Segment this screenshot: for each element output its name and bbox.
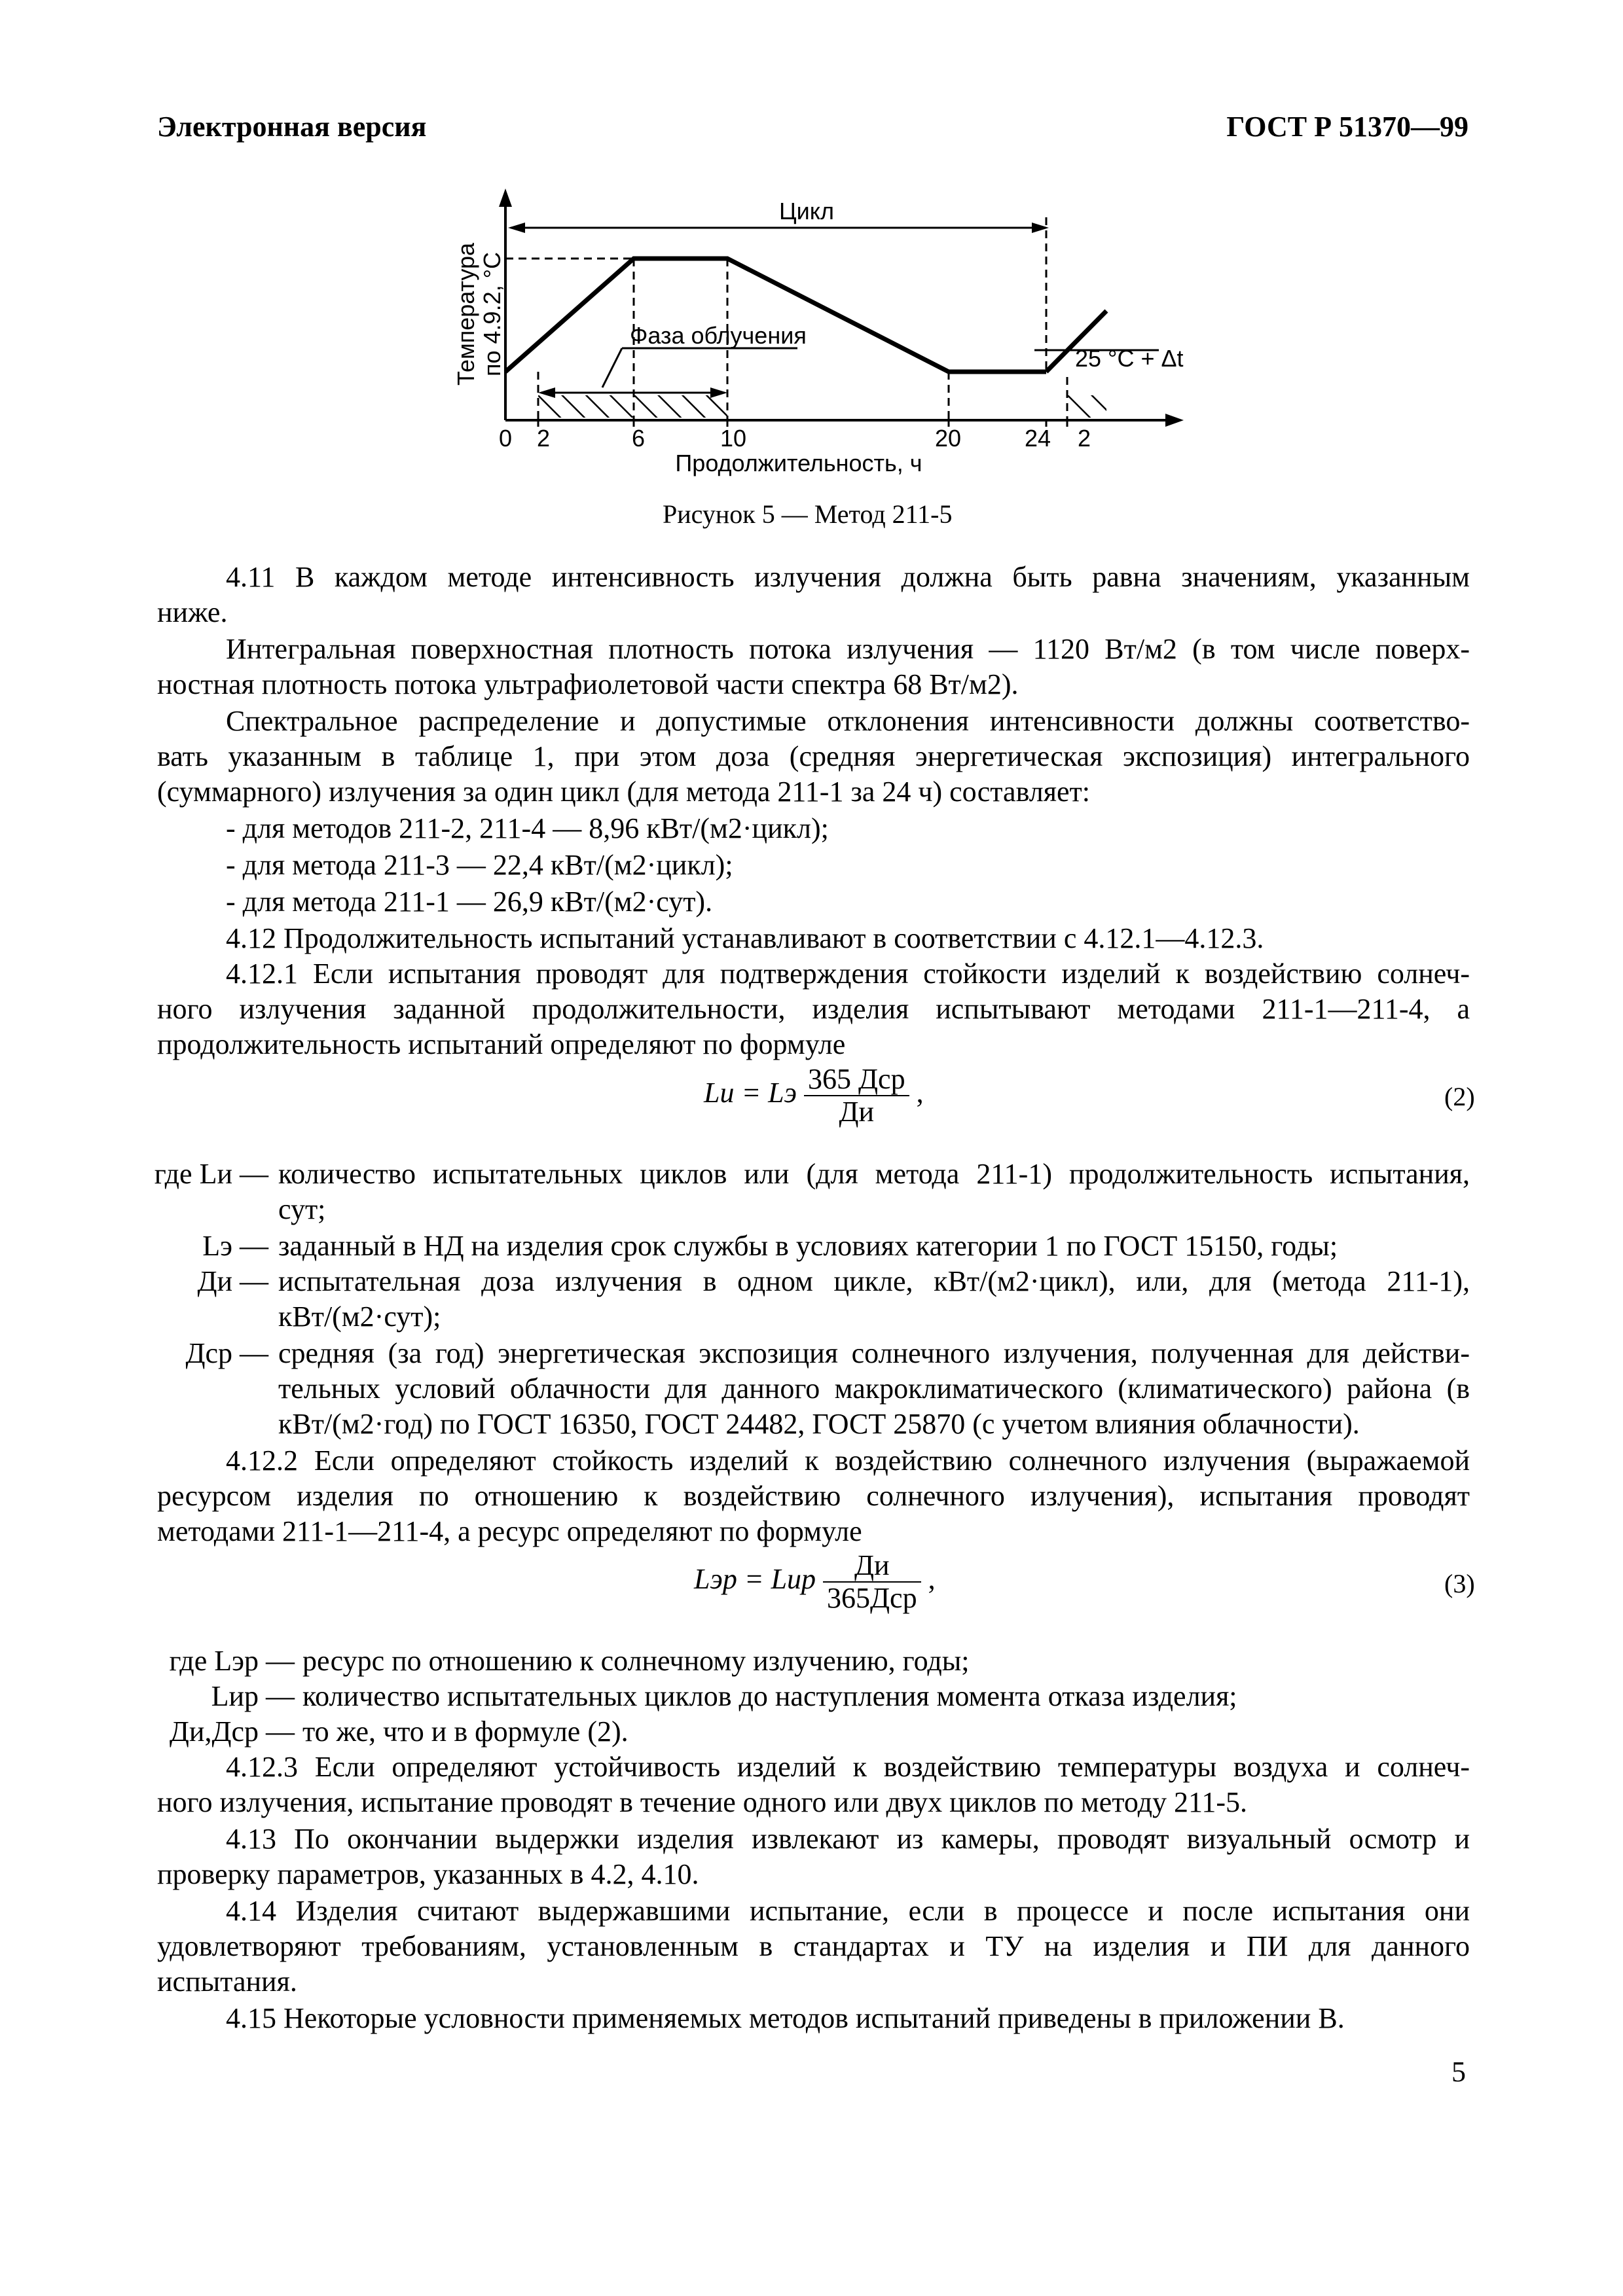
legend2-sym-4: Дср — [185,1337,268,1369]
p414-line1: 4.14 Изделия считают выдержавшими испытание, если в процессе и после испытания они [226,1895,1470,1927]
p413-line2: проверку параметров, указанных в 4.2, 4.10. [157,1858,699,1890]
p411-line4: ностная плотность потока ультрафиолетовой части спектра 68 Вт/м2). [157,668,1019,700]
p411-line10: - для метода 211-1 — 26,9 кВт/(м2·сут). [226,886,713,918]
eq3-denominator: 365Дср [827,1582,917,1614]
p4123-line2: ного излучения, испытание проводят в течение одного или двух циклов по методу 211-5. [157,1786,1248,1818]
legend2-text-3a: испытательная доза излучения в одном цикле, кВт/(м2·цикл), или, для (метода 211-1), [278,1265,1470,1297]
eq2-fraction [804,1064,909,1128]
header-right: ГОСТ Р 51370—99 [1226,111,1468,143]
eq2-denominator: Ди [839,1096,875,1128]
legend2-sym-3: Ди — [197,1265,268,1297]
legend3-sym-1: где Lэр — [169,1645,295,1677]
x-tick: 2 [1077,425,1091,452]
p413-line1: 4.13 По окончании выдержки изделия извлекают из камеры, проводят визуальный осмотр и [226,1823,1470,1855]
next-phase-hatch [1067,395,1106,418]
equation-2 [704,1064,924,1128]
p414-line2: удовлетворяют требованиям, установленным в стандартах и ТУ на изделия и ПИ для данного [157,1930,1470,1962]
p411-line7: (суммарного) излучения за один цикл (для метода 211-1 за 24 ч) составляет: [157,776,1090,808]
p4123-line1: 4.12.3 Если определяют устойчивость изделий к воздействию температуры воздуха и солнеч- [226,1751,1470,1783]
legend2-text-1a: количество испытательных циклов или (для метода 211-1) продолжительность испытания, [278,1158,1470,1190]
legend3-sym-3: Ди,Дср — [169,1715,295,1748]
x-axis-arrow [1165,414,1184,427]
p415-line1: 4.15 Некоторые условности применяемых методов испытаний приведены в приложении В. [226,2002,1345,2034]
legend3-text-2: количество испытательных циклов до наступления момента отказа изделия; [302,1680,1237,1712]
eq3-number: (3) [1444,1569,1475,1598]
p414-line3: испытания. [157,1965,297,1998]
legend3-text-3: то же, что и в формуле (2). [302,1715,629,1748]
x-tick: 0 [498,425,513,452]
y-axis-arrow [499,188,512,207]
p412-line1: 4.12 Продолжительность испытаний устанавливают в соответствии с 4.12.1—4.12.3. [226,922,1264,954]
x-tick: 20 [934,425,962,452]
eq3-tail: , [928,1563,936,1596]
temperature-profile [505,259,1046,372]
method-211-5-diagram [445,183,1205,484]
x-tick: 2 [536,425,551,452]
eq2-numerator: 365 Дср [804,1064,909,1096]
eq3-numerator: Ди [823,1550,921,1583]
p4122-line1: 4.12.2 Если определяют стойкость изделий к воздействию солнечного излучения (выражаемой [226,1444,1470,1477]
page-number: 5 [1451,2056,1466,2088]
legend2-text-4b: тельных условий облачности для данного макроклиматического (климатического) района (в [278,1372,1470,1405]
p412-line3: ного излучения заданной продолжительности, изделия испытывают методами 211-1—211-4, а [157,993,1470,1025]
p411-line5: Спектральное распределение и допустимые отклонения интенсивности должны соответство- [226,705,1470,737]
p412-line2: 4.12.1 Если испытания проводят для подтверждения стойкости изделий к воздействию солнеч- [226,958,1470,990]
eq3-fraction [823,1550,921,1614]
legend3-text-1: ресурс по отношению к солнечному излучению, годы; [302,1645,970,1677]
legend3-sym-2: Lир — [211,1680,295,1712]
temp-label: 25 °С + Δt [1075,345,1184,372]
y-axis-label-2: по 4.9.2, °С [479,252,505,376]
x-tick: 10 [720,425,747,452]
x-tick: 24 [1024,425,1051,452]
eq2-tail: , [916,1077,924,1109]
x-axis-label: Продолжительность, ч [675,450,922,476]
p411-line6: вать указанным в таблице 1, при этом доза (средняя энергетическая экспозиция) интегрального [157,740,1470,772]
x-tick: 6 [631,425,646,452]
y-axis-label-1: Температура [452,242,479,386]
eq3-lhs: Lэр = Lир [694,1563,816,1596]
legend2-text-2: заданный в НД на изделия срок службы в условиях категории 1 по ГОСТ 15150, годы; [278,1230,1338,1262]
p411-line9: - для метода 211-3 — 22,4 кВт/(м2·цикл); [226,849,733,881]
eq2-number: (2) [1444,1082,1475,1111]
irradiation-phase-hatch [538,395,727,418]
p4122-line3: методами 211-1—211-4, а ресурс определяют по формуле [157,1515,862,1547]
cycle-label: Цикл [779,198,834,224]
eq2-lhs: Lи = Lэ [704,1077,797,1109]
p411-line2: ниже. [157,596,228,628]
p412-line4: продолжительность испытаний определяют по формуле [157,1028,846,1060]
legend2-sym-1: где Lи — [154,1158,268,1190]
p411-line1: 4.11 В каждом методе интенсивность излучения должна быть равна значениям, указанным [226,561,1470,593]
p411-line3: Интегральная поверхностная плотность потока излучения — 1120 Вт/м2 (в том числе поверх- [226,633,1470,665]
legend2-text-4c: кВт/(м2·год) по ГОСТ 16350, ГОСТ 24482, ГОСТ 25870 (с учетом влияния облачности). [278,1408,1360,1440]
phase-label: Фаза облучения [630,322,807,349]
legend2-text-1b: сут; [278,1193,326,1225]
figure-caption: Рисунок 5 — Метод 211-5 [663,499,953,529]
legend2-text-4a: средняя (за год) энергетическая экспозиция солнечного излучения, полученная для действи- [278,1337,1470,1369]
legend2-sym-2: Lэ — [202,1230,268,1262]
header-left: Электронная версия [157,111,427,143]
equation-3 [694,1550,936,1614]
legend2-text-3b: кВт/(м2·сут); [278,1300,441,1333]
p4122-line2: ресурсом изделия по отношению к воздействию солнечного излучения), испытания проводят [157,1480,1470,1512]
p411-line8: - для методов 211-2, 211-4 — 8,96 кВт/(м2·цикл); [226,812,829,844]
